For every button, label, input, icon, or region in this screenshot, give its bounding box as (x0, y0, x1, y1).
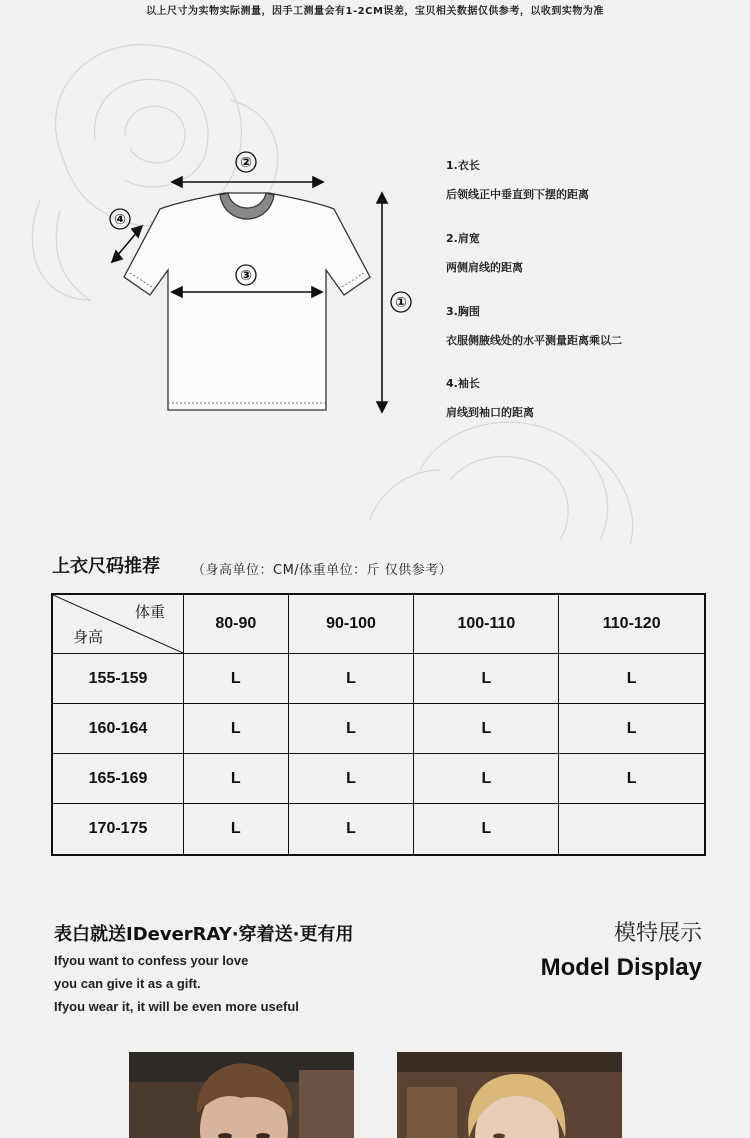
promo-line: you can give it as a gift. (54, 976, 201, 991)
size-cell: L (559, 654, 705, 704)
size-cell: L (559, 754, 705, 804)
table-corner-cell (52, 594, 184, 654)
weight-column-header: 100-110 (414, 594, 559, 654)
size-cell: L (414, 704, 559, 754)
measure-2-title: 2.肩宽 (446, 232, 480, 245)
size-cell: L (288, 754, 414, 804)
size-recommendation-table (51, 593, 706, 856)
promo-headline: 表白就送IDeverRAY·穿着送·更有用 (54, 924, 354, 945)
table-header-row (52, 594, 705, 654)
height-row-header: 165-169 (52, 754, 184, 804)
table-row (52, 704, 705, 754)
marker-2: ② (240, 155, 252, 171)
size-cell: L (184, 804, 289, 855)
measure-4-desc: 肩线到袖口的距离 (446, 406, 534, 419)
height-row-header: 170-175 (52, 804, 184, 855)
promo-line: Ifyou want to confess your love (54, 953, 249, 968)
size-cell: L (414, 754, 559, 804)
size-table-title: 上衣尺码推荐 (52, 556, 160, 577)
corner-height-label: 身高 (73, 628, 104, 646)
table-row (52, 654, 705, 704)
height-row-header: 160-164 (52, 704, 184, 754)
tshirt-measurement-diagram (100, 145, 420, 430)
size-cell: L (184, 704, 289, 754)
measurement-notice: 以上尺寸为实物实际测量，因手工测量会有1-2CM误差，宝贝相关数据仅供参考，以收到实物为准 (146, 6, 604, 17)
weight-column-header: 90-100 (288, 594, 414, 654)
marker-1: ① (395, 295, 407, 311)
marker-3: ③ (240, 268, 252, 284)
size-cell: L (288, 654, 414, 704)
model-photo-female (397, 1052, 622, 1138)
height-row-header: 155-159 (52, 654, 184, 704)
size-cell: L (184, 754, 289, 804)
size-cell: L (414, 804, 559, 855)
model-photo-male (129, 1052, 354, 1138)
size-cell: L (288, 804, 414, 855)
table-row (52, 754, 705, 804)
measure-1-desc: 后领线正中垂直到下摆的距离 (446, 188, 589, 201)
model-display-title-en: Model Display (540, 954, 702, 981)
promo-line: Ifyou wear it, it will be even more useful (54, 999, 299, 1014)
model-display-title-cn: 模特展示 (613, 921, 702, 946)
corner-weight-label: 体重 (134, 603, 165, 621)
measure-2-desc: 两侧肩线的距离 (446, 261, 523, 274)
measure-1-title: 1.衣长 (446, 159, 480, 172)
table-row (52, 804, 705, 855)
size-cell: L (288, 704, 414, 754)
tshirt-outline (124, 193, 370, 410)
size-table-subtitle: （身高单位：CM/体重单位：斤 仅供参考） (192, 563, 453, 578)
measure-3-title: 3.胸围 (446, 305, 480, 318)
weight-column-header: 110-120 (559, 594, 705, 654)
size-cell: L (559, 704, 705, 754)
size-cell (559, 804, 705, 855)
measure-4-title: 4.袖长 (446, 377, 480, 390)
measure-3-desc: 衣服侧腋线处的水平测量距离乘以二 (446, 334, 622, 347)
size-cell: L (184, 654, 289, 704)
weight-column-header: 80-90 (184, 594, 289, 654)
marker-4: ④ (114, 212, 126, 228)
size-cell: L (414, 654, 559, 704)
